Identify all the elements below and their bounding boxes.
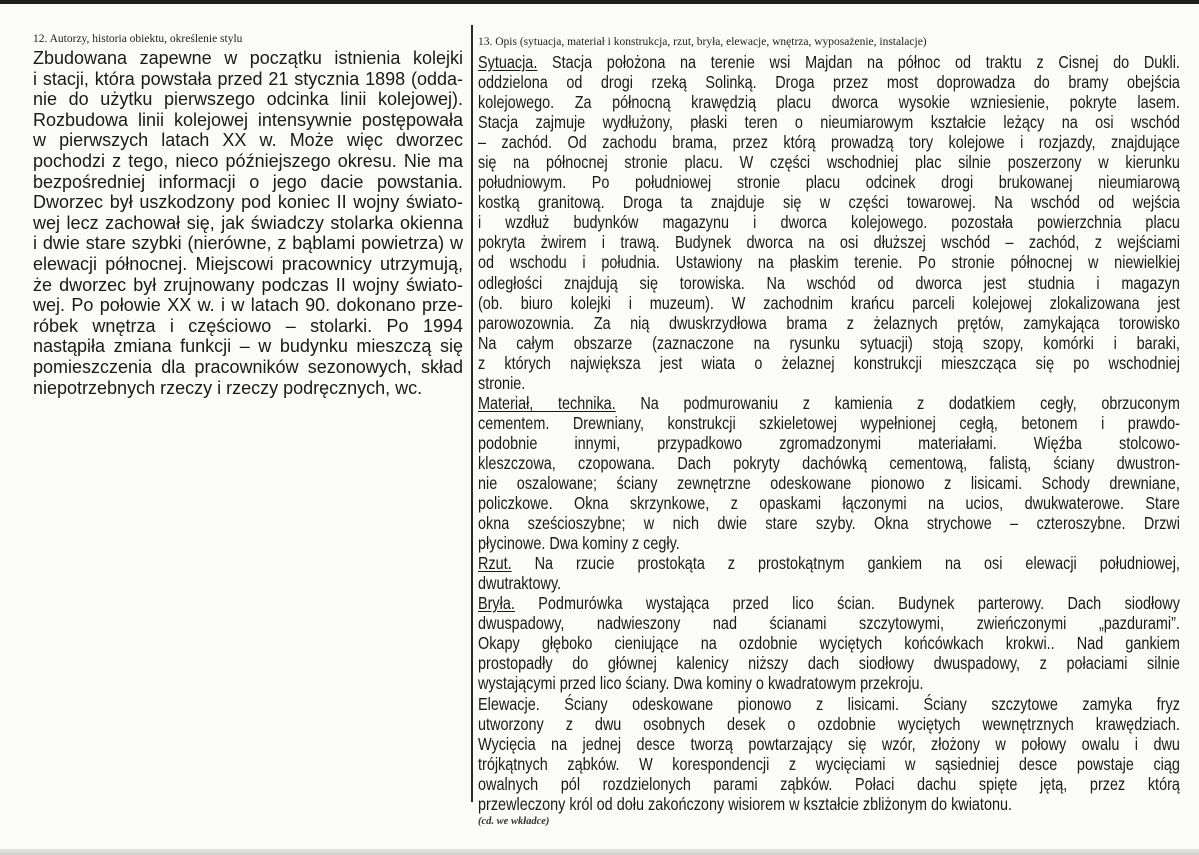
line-text: kolejowego. Za północną krawędzią placu dworca wysokie wzniesienie, pokryte lasem.: [478, 92, 1180, 113]
text-line: [478, 232, 1180, 252]
text-line: [478, 553, 1180, 573]
line-text: oddzielona od drogi rzeką Solinką. Droga przez most doprowadza do bramy obejścia: [478, 72, 1180, 93]
text-line: [478, 794, 1180, 814]
text-line: [478, 393, 1180, 413]
column-divider: [471, 25, 473, 802]
line-text: bezpośredniej informacji o jego dacie powstania.: [33, 171, 463, 192]
line-text: dwutraktowy.: [478, 573, 562, 594]
text-line: [478, 734, 1180, 754]
line-text: stronie.: [478, 372, 526, 393]
text-line: [33, 69, 463, 90]
text-line: [478, 373, 1180, 393]
line-text: że dworzec był zrujnowany podczas II wojny świato-: [33, 274, 463, 295]
line-text: dwuspadowy, nadwieszony nad ścianami szczytowymi, zwieńczonymi „pazdurami”.: [478, 613, 1180, 634]
line-text: parowozownia. Za nią dwuskrzydłowa brama z żelaznych prętów, zamykająca torowisko: [478, 312, 1180, 333]
line-text: okna sześcioszybne; w nich dwie stare szyby. Okna strychowe – czteroszybne. Drzwi: [478, 513, 1180, 534]
line-text: cementem. Drewniany, konstrukcji szkieletowej wypełnionej cegłą, betonem i prawdo-: [478, 412, 1180, 433]
line-text: Stacja zajmuje wydłużony, płaski teren o nieumiarowym kształcie leżący na osi wschód: [478, 112, 1180, 133]
subsection-label: Materiał, technika.: [478, 392, 616, 413]
line-text: Stacja położona na terenie wsi Majdan na północ od traktu z Cisnej do Dukli.: [537, 52, 1180, 72]
line-text: wej. Po połowie XX w. i w latach 90. dokonano prze-: [33, 295, 463, 316]
text-line: [478, 172, 1180, 192]
line-text: kleszczowa, czopowana. Dach pokryty dachówką cementową, falistą, ściany dwustron-: [478, 452, 1180, 473]
text-line: [478, 413, 1180, 433]
line-text: pochodzi z tego, nieco późniejszego okresu. Nie ma: [33, 150, 463, 171]
line-text: w pierwszych latach XX w. Może więc dworzec: [33, 130, 463, 151]
line-text: Wycięcia na jednej desce tworzą powtarzający się wzór, złożony w połowy owalu i dwu: [478, 733, 1180, 754]
text-line: [478, 252, 1180, 272]
subsection-label: Rzut.: [478, 553, 512, 574]
subsection-label: Sytuacja.: [478, 52, 538, 72]
text-line: [33, 213, 463, 234]
line-text: Dworzec był uszkodzony pod koniec II wojny świato-: [33, 192, 463, 213]
line-text: południowym. Po południowej stronie placu odcinek drogi brukowanej nieumiarową: [478, 172, 1180, 193]
scan-bottom-edge: [0, 849, 1199, 855]
line-text: Podmurówka wystająca przed lico ścian. Budynek parterowy. Dach siodłowy: [514, 593, 1180, 614]
line-text: Na rzucie prostokąta z prostokątnym gankiem na osi elewacji południowej,: [511, 553, 1180, 574]
text-line: [478, 192, 1180, 212]
line-text: podobnie innymi, przypadkowo zgromadzonymi materiałami. Więźba stolcowo-: [478, 432, 1180, 453]
text-line: [478, 493, 1180, 513]
line-text: owalnych pól rozdzielonych parami ząbków. Połaci dachu spięte jętą, przez którą: [478, 773, 1180, 794]
line-text: nastąpiła zmiana funkcji – w budynku mieszczą się: [33, 336, 463, 357]
text-line: [478, 433, 1180, 453]
line-text: wystającymi przed lico ściany. Dwa kominy o kwadratowym przekroju.: [478, 673, 924, 694]
line-text: (ob. biuro kolejki i muzeum). W zachodnim krańcu parceli kolejowej zlokalizowana jest: [478, 292, 1180, 313]
text-line: [478, 212, 1180, 232]
line-text: i dwie stare szybki (nierówne, z bąblami powietrza) w: [33, 233, 463, 254]
text-line: [478, 132, 1180, 152]
line-text: i wzdłuż budynków magazynu i dworca kolejowego. pozostała powierzchnia placu: [478, 212, 1180, 233]
text-line: [478, 473, 1180, 493]
subsection-label: Bryła.: [478, 593, 515, 614]
line-text: płycinowe. Dwa kominy z cegły.: [478, 533, 680, 554]
text-line: [478, 754, 1180, 774]
text-line: [478, 633, 1180, 653]
line-text: nie do użytku pierwszego odcinka linii kolejowej).: [33, 89, 463, 110]
line-text: trójkątnych ząbków. W korespondencji z wycięciami w sąsiedniej desce powstaje ciąg: [478, 753, 1180, 774]
line-text: utworzony z dwu osobnych desek o ozdobnie wyciętych wewnętrznych krawędziach.: [478, 713, 1180, 734]
line-text: Rozbudowa linii kolejowej intensywnie postępowała: [33, 109, 463, 130]
line-text: Na podmurowaniu z kamienia z dodatkiem cegły, obrzuconym: [615, 392, 1180, 413]
text-line: [33, 151, 463, 172]
line-text: pomieszczenia dla pracowników sezonowych, skład: [33, 356, 463, 377]
line-text: z których największa jest wiata o żelaznej konstrukcji mieszcząca się po wschodniej: [478, 352, 1180, 373]
section-13-text: [478, 52, 1180, 814]
scan-top-edge: [0, 0, 1199, 4]
text-line: [478, 313, 1180, 333]
section-12-text: [33, 48, 463, 398]
text-line: [478, 653, 1180, 673]
continuation-note: (cd. we wkładce): [478, 816, 550, 827]
line-text: niepotrzebnych rzeczy i rzeczy podręcznych, wc.: [33, 377, 423, 398]
text-line: [478, 673, 1180, 693]
text-line: [478, 593, 1180, 613]
text-line: [33, 316, 463, 337]
text-line: [478, 152, 1180, 172]
line-text: się na północnej stronie placu. W części wschodniej plac silnie poszerzony w kierunku: [478, 152, 1180, 173]
text-line: [478, 353, 1180, 373]
line-text: kostką granitową. Droga ta znajduje się w części towarowej. Na wschód od wejścia: [478, 192, 1180, 213]
line-text: wej lecz zachował się, jak świadczy stolarka okienna: [33, 212, 463, 233]
line-text: Zbudowana zapewne w początku istnienia kolejki: [33, 48, 463, 68]
line-text: elewacji północnej. Miejscowi pracownicy utrzymują,: [33, 253, 463, 274]
text-line: [33, 295, 463, 316]
text-line: [33, 378, 463, 399]
text-line: [478, 92, 1180, 112]
line-text: od wschodu i południa. Ustawiony na płaskim terenie. Po stronie północnej w niewielkiej: [478, 252, 1180, 273]
text-line: [478, 273, 1180, 293]
text-line: [478, 72, 1180, 92]
text-line: [478, 613, 1180, 633]
text-line: [33, 110, 463, 131]
line-text: odległości znajdują się torowiska. Na wschód od dworca jest studnia i magazyn: [478, 272, 1180, 293]
text-line: [33, 172, 463, 193]
text-line: [478, 52, 1180, 72]
text-line: [33, 130, 463, 151]
text-line: [478, 293, 1180, 313]
text-line: [478, 453, 1180, 473]
text-line: [478, 112, 1180, 132]
text-line: [33, 254, 463, 275]
text-line: [478, 714, 1180, 734]
line-text: Na całym obszarze (zaznaczone na rysunku sytuacji) stoją szopy, komórki i baraki,: [478, 332, 1180, 353]
text-line: [33, 357, 463, 378]
text-line: [33, 192, 463, 213]
line-text: i stacji, która powstała przed 21 stycznia 1898 (odda-: [33, 68, 463, 89]
section-13-heading: 13. Opis (sytuacja, materiał i konstrukcja, rzut, bryła, elewacje, wnętrza, wyposażenie, instalacje): [478, 36, 927, 48]
text-line: [478, 694, 1180, 714]
text-line: [478, 573, 1180, 593]
text-line: [33, 48, 463, 69]
line-text: przewleczony król od dołu zakończony wisiorem w kształcie zbliżonym do kwiatonu.: [478, 793, 1013, 814]
line-text: – zachód. Od zachodu brama, przez którą prowadzą tory kolejowe i rozjazdy, znajdujące: [478, 132, 1180, 153]
text-line: [33, 336, 463, 357]
line-text: pokryta żwirem i trawą. Budynek dworca na osi dłuższej wschód – zachód, z wejściami: [478, 232, 1180, 253]
text-line: [478, 774, 1180, 794]
line-text: policzkowe. Okna skrzynkowe, z opaskami łączonymi na ucios, dwukwaterowe. Stare: [478, 493, 1180, 514]
text-line: [478, 513, 1180, 533]
text-line: [478, 333, 1180, 353]
section-12-heading: 12. Autorzy, historia obiektu, określenie stylu: [33, 33, 243, 45]
line-text: róbek wnętrza i częściowo – stolarki. Po 1994: [33, 315, 463, 336]
line-text: Okapy głęboko cieniujące na ozdobnie wyciętych końcówkach krokwi.. Nad gankiem: [478, 633, 1180, 654]
line-text: Elewacje. Ściany odeskowane pionowo z lisicami. Ściany szczytowe zamyka fryz: [478, 693, 1180, 714]
text-line: [33, 233, 463, 254]
text-line: [33, 275, 463, 296]
text-line: [478, 533, 1180, 553]
line-text: prostopadły do głównej kalenicy niższy dach siodłowy dwuspadowy, z połaciami silnie: [478, 653, 1180, 674]
line-text: nie oszalowane; ściany zewnętrzne odeskowane pionowo z lisicami. Schody drewniane,: [478, 472, 1180, 493]
text-line: [33, 89, 463, 110]
